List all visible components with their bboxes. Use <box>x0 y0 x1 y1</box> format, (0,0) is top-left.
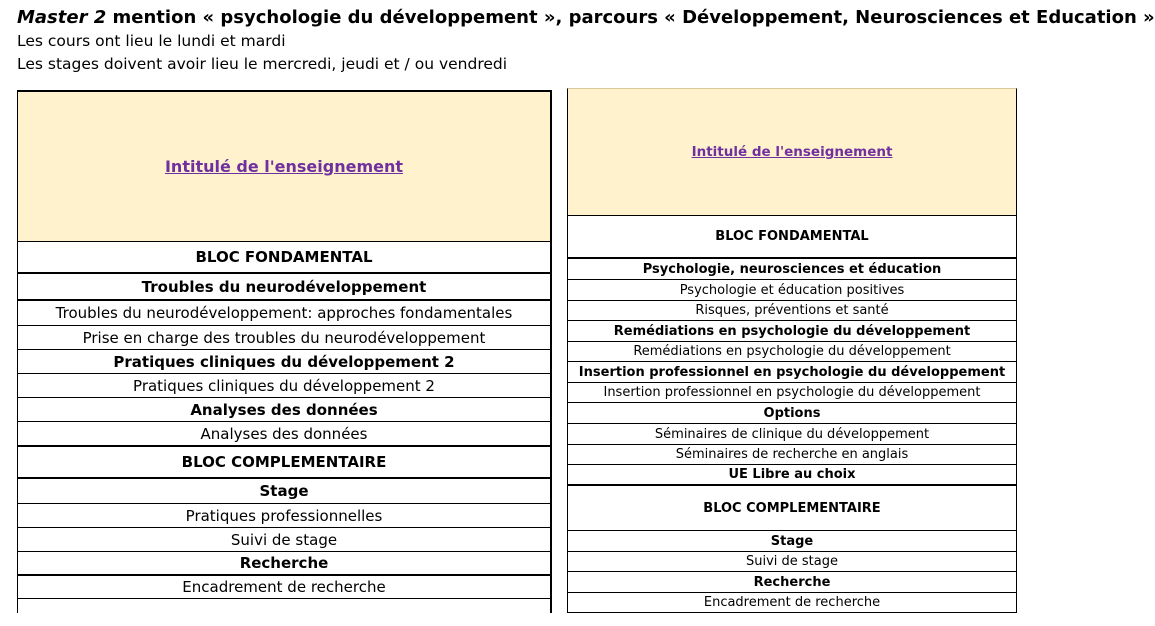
title-italic: Master 2 <box>17 7 107 28</box>
table-section-row: BLOC COMPLEMENTAIRE <box>568 486 1016 531</box>
table-section-row: Stage <box>18 479 550 504</box>
table-section-row: BLOC COMPLEMENTAIRE <box>18 447 550 479</box>
table-row: Insertion professionnel en psychologie du développement <box>568 383 1016 403</box>
left-course-table <box>17 90 552 613</box>
right-course-table <box>567 88 1017 613</box>
schedule-courses: Les cours ont lieu le lundi et mardi <box>17 32 286 50</box>
table-row: Analyses des données <box>18 422 550 447</box>
page-header <box>17 6 1155 76</box>
table-row: Encadrement de recherche <box>568 593 1016 613</box>
table-row: Remédiations en psychologie du développement <box>568 342 1016 362</box>
table-section-row: Pratiques cliniques du développement 2 <box>18 350 550 374</box>
table-row: Troubles du neurodéveloppement: approches fondamentales <box>18 301 550 326</box>
table-row: Pratiques cliniques du développement 2 <box>18 374 550 398</box>
table-section-row: Recherche <box>568 572 1016 593</box>
table-row: Encadrement de recherche <box>18 576 550 599</box>
table-section-row: Insertion professionnel en psychologie du développement <box>568 362 1016 383</box>
table-row: Séminaires de recherche en anglais <box>568 445 1016 465</box>
table-header-cell <box>18 92 550 242</box>
table-section-row: BLOC FONDAMENTAL <box>18 242 550 274</box>
table-section-row: UE Libre au choix <box>568 465 1016 486</box>
page-title <box>17 6 1155 30</box>
table-header-label: Intitulé de l'enseignement <box>164 157 404 176</box>
table-row: Séminaires de clinique du développement <box>568 424 1016 445</box>
table-header-label: Intitulé de l'enseignement <box>691 144 893 160</box>
table-row: Pratiques professionnelles <box>18 504 550 528</box>
table-section-row: Stage <box>568 531 1016 552</box>
table-section-row: Analyses des données <box>18 398 550 422</box>
table-section-row: Recherche <box>18 552 550 576</box>
table-section-row: Remédiations en psychologie du développement <box>568 321 1016 342</box>
table-section-row: Psychologie, neurosciences et éducation <box>568 259 1016 280</box>
table-row: Suivi de stage <box>568 552 1016 572</box>
schedule-internships: Les stages doivent avoir lieu le mercredi, jeudi et / ou vendredi <box>17 55 508 73</box>
table-row: Suivi de stage <box>18 528 550 552</box>
table-header-cell <box>568 89 1016 216</box>
table-row: Psychologie et éducation positives <box>568 280 1016 301</box>
table-section-row: Options <box>568 403 1016 424</box>
table-row: Risques, préventions et santé <box>568 301 1016 321</box>
table-row: Prise en charge des troubles du neurodéveloppement <box>18 326 550 350</box>
title-rest: mention « psychologie du développement », parcours « Développement, Neurosciences et Education » <box>106 7 1155 28</box>
table-section-row: BLOC FONDAMENTAL <box>568 216 1016 259</box>
table-section-row: Troubles du neurodéveloppement <box>18 274 550 301</box>
